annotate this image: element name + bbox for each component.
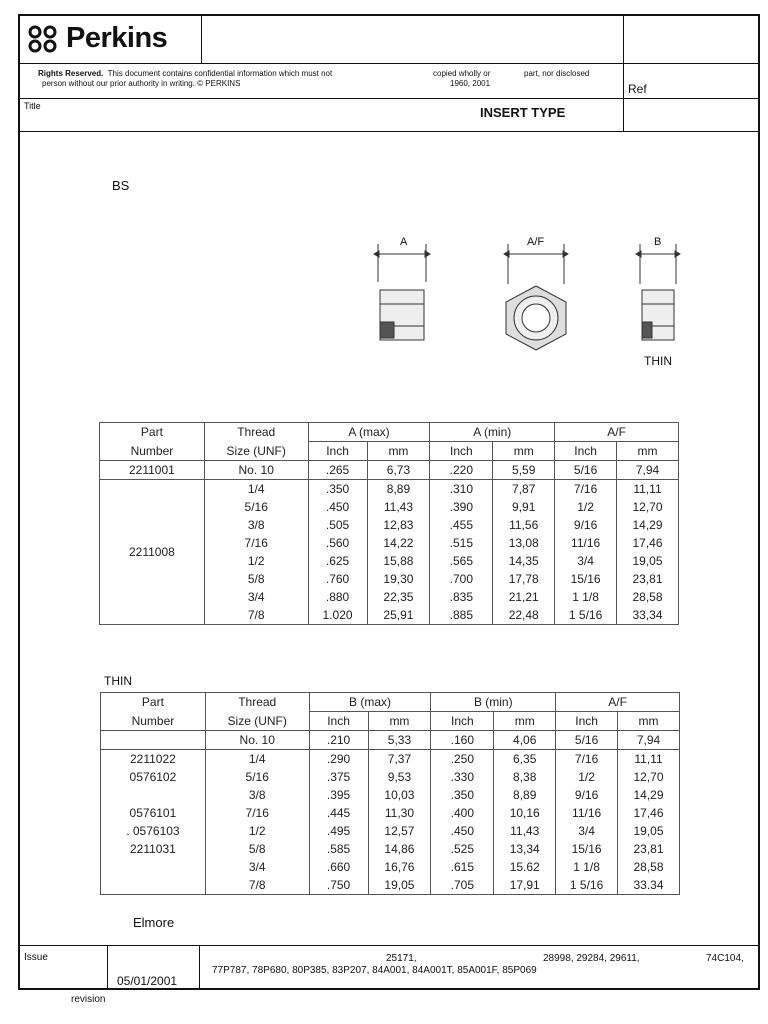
value-cell: .350: [431, 786, 494, 804]
value-cell: 4,06: [494, 731, 556, 750]
value-cell: 16,76: [368, 858, 431, 876]
value-cell: 7/16: [555, 480, 617, 499]
dim-a-label: A: [400, 236, 408, 248]
value-cell: .660: [309, 858, 368, 876]
value-cell: 1 5/16: [556, 876, 618, 895]
thin-h-inch: Inch: [431, 712, 494, 731]
table-row: [101, 786, 680, 804]
value-cell: 10,16: [494, 804, 556, 822]
thin-spec-table: [100, 692, 680, 895]
size-cell: 1/4: [205, 750, 309, 769]
size-cell: 5/8: [204, 570, 308, 588]
perkins-logo: [26, 22, 167, 55]
value-cell: 9,91: [493, 498, 555, 516]
value-cell: 25,91: [367, 606, 430, 625]
value-cell: .390: [430, 498, 493, 516]
value-cell: 8,89: [494, 786, 556, 804]
value-cell: 19,30: [367, 570, 430, 588]
value-cell: .265: [308, 461, 367, 480]
value-cell: 12,83: [367, 516, 430, 534]
rights-notice: [38, 69, 618, 89]
value-cell: 3/4: [555, 552, 617, 570]
elmore-label: Elmore: [133, 915, 175, 930]
part-cell: 0576102: [101, 768, 206, 786]
value-cell: .495: [309, 822, 368, 840]
value-cell: 17,91: [494, 876, 556, 895]
ref-label: Ref: [628, 82, 647, 96]
value-cell: 14,35: [493, 552, 555, 570]
value-cell: .880: [308, 588, 367, 606]
bs-group-part-cell: 2211008: [100, 480, 205, 625]
dim-b-label: B: [654, 236, 662, 248]
title-divider: [18, 131, 760, 132]
footer-divider-left: [107, 945, 108, 990]
bs-part-cell: 2211001: [100, 461, 205, 480]
value-cell: 5,59: [493, 461, 555, 480]
value-cell: .395: [309, 786, 368, 804]
value-cell: 19,05: [368, 876, 431, 895]
value-cell: 7,94: [617, 461, 679, 480]
value-cell: .565: [430, 552, 493, 570]
value-cell: 15.62: [494, 858, 556, 876]
brand-name: Perkins: [66, 22, 168, 54]
size-cell: 7/8: [204, 606, 308, 625]
value-cell: 8,89: [367, 480, 430, 499]
table-row: [101, 750, 680, 769]
value-cell: .760: [308, 570, 367, 588]
value-cell: .350: [308, 480, 367, 499]
ref-numbers-2: 28998, 29284, 29611,: [543, 953, 640, 964]
bs-h-number: Number: [100, 442, 205, 461]
part-cell: 2211031: [101, 840, 206, 858]
thin-nut-side-view: [636, 244, 680, 340]
bs-h-mm: mm: [367, 442, 430, 461]
footer-divider: [18, 945, 760, 946]
value-cell: 13,08: [493, 534, 555, 552]
value-cell: 14,86: [368, 840, 431, 858]
value-cell: 17,46: [618, 804, 680, 822]
size-cell: 7/16: [204, 534, 308, 552]
bs-h-part: Part: [100, 423, 205, 442]
value-cell: 5,33: [368, 731, 431, 750]
size-cell: 3/8: [204, 516, 308, 534]
title-label: Title: [24, 101, 41, 111]
value-cell: .310: [430, 480, 493, 499]
value-cell: 5/16: [555, 461, 617, 480]
value-cell: 7,37: [368, 750, 431, 769]
rights-line1b: copied wholly or: [433, 69, 491, 78]
value-cell: 17,78: [493, 570, 555, 588]
value-cell: 21,21: [493, 588, 555, 606]
bs-header-row-2: [100, 442, 679, 461]
table-row: [100, 461, 679, 480]
thin-drawing-label: THIN: [644, 354, 672, 368]
issue-label: Issue: [24, 952, 48, 963]
bs-h-mm: mm: [493, 442, 555, 461]
value-cell: .400: [431, 804, 494, 822]
thin-h-inch: Inch: [309, 712, 368, 731]
value-cell: .220: [430, 461, 493, 480]
ref-divider: [623, 14, 624, 131]
rights-line1: This document contains confidential information which must not: [107, 69, 333, 78]
table-row: [101, 731, 680, 750]
value-cell: 11,11: [618, 750, 680, 769]
size-cell: 7/8: [205, 876, 309, 895]
value-cell: .445: [309, 804, 368, 822]
value-cell: 9,53: [368, 768, 431, 786]
size-cell: 3/4: [205, 858, 309, 876]
size-cell: 3/8: [205, 786, 309, 804]
value-cell: 14,29: [618, 786, 680, 804]
nut-side-view: [374, 244, 430, 340]
size-cell: 1/4: [204, 480, 308, 499]
thin-h-bmin: B (min): [431, 693, 556, 712]
bs-h-inch: Inch: [430, 442, 493, 461]
revision-label: revision: [71, 994, 106, 1005]
value-cell: 11,56: [493, 516, 555, 534]
rights-divider: [18, 98, 760, 99]
bs-h-af: A/F: [555, 423, 679, 442]
value-cell: 12,70: [617, 498, 679, 516]
value-cell: 1 5/16: [555, 606, 617, 625]
size-cell: 1/2: [204, 552, 308, 570]
rights-line1c: part, nor disclosed: [524, 69, 590, 78]
bs-h-amax: A (max): [308, 423, 430, 442]
issue-date: 05/01/2001: [117, 974, 178, 988]
header-divider: [18, 63, 760, 64]
thin-h-bmax: B (max): [309, 693, 431, 712]
bs-h-inch: Inch: [308, 442, 367, 461]
value-cell: 11/16: [556, 804, 618, 822]
ref-numbers-line2: 77P787, 78P680, 80P385, 83P207, 84A001, 84A001T, 85A001F, 85P069: [212, 965, 537, 976]
value-cell: .560: [308, 534, 367, 552]
value-cell: .290: [309, 750, 368, 769]
value-cell: 7,94: [618, 731, 680, 750]
bs-h-inch: Inch: [555, 442, 617, 461]
value-cell: 14,22: [367, 534, 430, 552]
table-row: [101, 804, 680, 822]
size-cell: No. 10: [205, 731, 309, 750]
value-cell: 6,73: [367, 461, 430, 480]
bs-spec-table: [99, 422, 679, 625]
size-cell: 7/16: [205, 804, 309, 822]
ref-numbers-3: 74C104,: [706, 953, 744, 964]
value-cell: 22,35: [367, 588, 430, 606]
nut-drawings: [370, 232, 690, 372]
value-cell: 19,05: [618, 822, 680, 840]
value-cell: 7,87: [493, 480, 555, 499]
size-cell: 5/16: [204, 498, 308, 516]
value-cell: .450: [431, 822, 494, 840]
value-cell: .455: [430, 516, 493, 534]
value-cell: .160: [431, 731, 494, 750]
value-cell: 1 1/8: [555, 588, 617, 606]
value-cell: 9/16: [555, 516, 617, 534]
value-cell: 8,38: [494, 768, 556, 786]
table-row: [101, 840, 680, 858]
perkins-logo-icon: [26, 24, 60, 54]
part-cell: [101, 876, 206, 895]
table-row: [101, 876, 680, 895]
thin-section-label: THIN: [104, 674, 132, 688]
value-cell: 15/16: [556, 840, 618, 858]
ref-numbers-1: 25171,: [386, 953, 417, 964]
thin-h-size: Size (UNF): [205, 712, 309, 731]
part-cell: . 0576103: [101, 822, 206, 840]
size-cell: 3/4: [204, 588, 308, 606]
rights-bold: Rights Reserved.: [38, 69, 104, 78]
value-cell: 11,11: [617, 480, 679, 499]
table-row: [101, 858, 680, 876]
value-cell: .615: [431, 858, 494, 876]
value-cell: 11,43: [494, 822, 556, 840]
value-cell: .375: [309, 768, 368, 786]
thin-h-af: A/F: [556, 693, 680, 712]
bs-header-row-1: [100, 423, 679, 442]
value-cell: 28,58: [618, 858, 680, 876]
value-cell: .330: [431, 768, 494, 786]
thin-header-row-2: [101, 712, 680, 731]
value-cell: 10,03: [368, 786, 431, 804]
value-cell: 1.020: [308, 606, 367, 625]
thin-header-row-1: [101, 693, 680, 712]
value-cell: .705: [431, 876, 494, 895]
value-cell: 1/2: [555, 498, 617, 516]
value-cell: .450: [308, 498, 367, 516]
value-cell: 12,70: [618, 768, 680, 786]
dim-af-label: A/F: [527, 236, 545, 248]
value-cell: .525: [431, 840, 494, 858]
thin-h-part: Part: [101, 693, 206, 712]
bs-label: BS: [112, 178, 130, 193]
part-cell: [101, 786, 206, 804]
value-cell: 23,81: [617, 570, 679, 588]
value-cell: 15/16: [555, 570, 617, 588]
value-cell: 1/2: [556, 768, 618, 786]
rights-line2: person without our prior authority in writing. © PERKINS: [42, 79, 241, 88]
value-cell: 19,05: [617, 552, 679, 570]
value-cell: .625: [308, 552, 367, 570]
size-cell: No. 10: [204, 461, 308, 480]
document-title: INSERT TYPE: [480, 105, 566, 120]
value-cell: 3/4: [556, 822, 618, 840]
value-cell: 28,58: [617, 588, 679, 606]
value-cell: 9/16: [556, 786, 618, 804]
value-cell: 33,34: [617, 606, 679, 625]
logo-divider: [201, 14, 202, 63]
part-cell: 2211022: [101, 750, 206, 769]
value-cell: .250: [431, 750, 494, 769]
value-cell: .835: [430, 588, 493, 606]
rights-years: 1960, 2001: [450, 79, 491, 88]
value-cell: 22,48: [493, 606, 555, 625]
value-cell: 7/16: [556, 750, 618, 769]
bs-h-mm: mm: [617, 442, 679, 461]
table-row: [100, 480, 679, 499]
value-cell: .515: [430, 534, 493, 552]
value-cell: 11/16: [555, 534, 617, 552]
part-cell: 0576101: [101, 804, 206, 822]
value-cell: 1 1/8: [556, 858, 618, 876]
value-cell: 11,30: [368, 804, 431, 822]
value-cell: .885: [430, 606, 493, 625]
value-cell: 14,29: [617, 516, 679, 534]
thin-h-thread: Thread: [205, 693, 309, 712]
bs-h-size: Size (UNF): [204, 442, 308, 461]
size-cell: 1/2: [205, 822, 309, 840]
value-cell: .210: [309, 731, 368, 750]
value-cell: 23,81: [618, 840, 680, 858]
value-cell: .505: [308, 516, 367, 534]
table-row: [101, 822, 680, 840]
thin-h-mm: mm: [618, 712, 680, 731]
nut-top-view: [504, 244, 568, 350]
value-cell: .700: [430, 570, 493, 588]
thin-h-number: Number: [101, 712, 206, 731]
value-cell: .585: [309, 840, 368, 858]
value-cell: .750: [309, 876, 368, 895]
value-cell: 5/16: [556, 731, 618, 750]
value-cell: 15,88: [367, 552, 430, 570]
part-cell: [101, 858, 206, 876]
bs-h-amin: A (min): [430, 423, 555, 442]
thin-h-mm: mm: [494, 712, 556, 731]
thin-h-mm: mm: [368, 712, 431, 731]
value-cell: 13,34: [494, 840, 556, 858]
value-cell: 33.34: [618, 876, 680, 895]
value-cell: 6,35: [494, 750, 556, 769]
footer-divider-mid: [199, 945, 200, 990]
bs-h-thread: Thread: [204, 423, 308, 442]
size-cell: 5/16: [205, 768, 309, 786]
part-cell: [101, 731, 206, 750]
size-cell: 5/8: [205, 840, 309, 858]
table-row: [101, 768, 680, 786]
thin-h-inch: Inch: [556, 712, 618, 731]
value-cell: 11,43: [367, 498, 430, 516]
value-cell: 17,46: [617, 534, 679, 552]
value-cell: 12,57: [368, 822, 431, 840]
